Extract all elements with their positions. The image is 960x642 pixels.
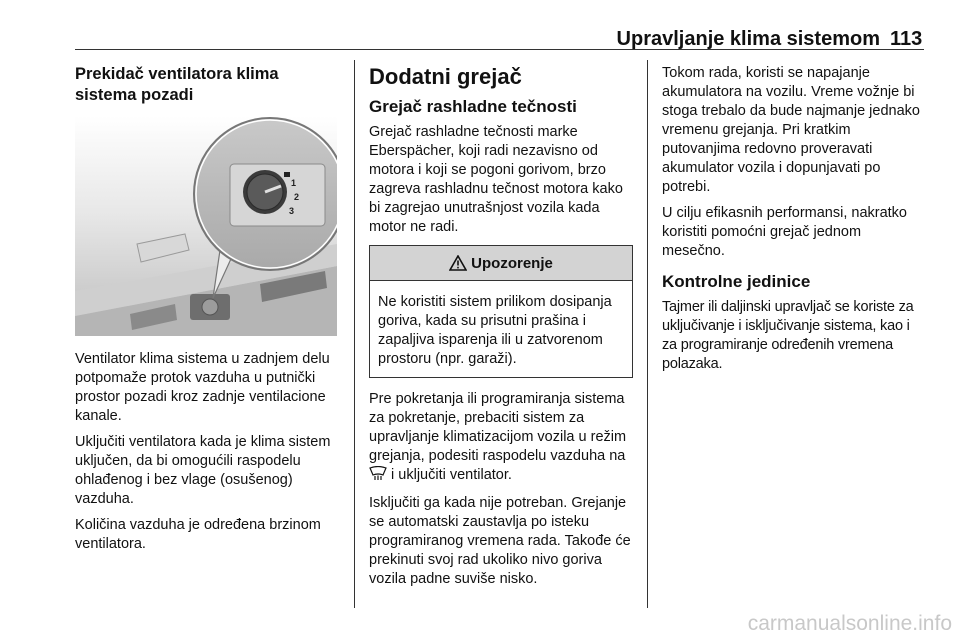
paragraph — [369, 390, 637, 487]
warning-text: Ne koristiti sistem prilikom dosipanja goriva, kada su prisutni prašina i zapaljiva isparenja ili u zatvorenom prostoru (npr. garaži). — [378, 294, 612, 367]
paragraph: Količina vazduha je određena brzinom ventilatora. — [75, 517, 321, 552]
warning-box — [369, 245, 633, 378]
subheading-coolant-heater: Grejač rashladne tečnosti — [369, 97, 577, 116]
fan-speed-label-1: 1 — [291, 178, 297, 188]
warning-triangle-icon — [449, 255, 467, 271]
column-divider-2 — [647, 60, 648, 608]
windshield-defrost-icon — [369, 466, 387, 487]
paragraph: U cilju efikasnih performansi, nakratko koristiti pomoćni grejač jednom mesečno. — [662, 205, 907, 259]
paragraph-text: i uključiti ventilator. — [387, 467, 512, 483]
column-divider-1 — [354, 60, 355, 608]
paragraph: Tokom rada, koristi se napajanje akumulatora na vozilu. Vreme vožnje bi stoga trebalo da bude najmanje jednako vremenu grejanja. Pri kratkim putovanjima redovno proveravati akumulator vozila i dopunjavati po potrebi. — [662, 65, 920, 195]
paragraph-text: Pre pokretanja ili programiranja sistema za pokretanje, prebaciti sistem za upravljanje klimatizacijom vozila u režim grejanja, podesiti raspodelu vazduha na — [369, 391, 627, 464]
paragraph: Ventilator klima sistema u zadnjem delu potpomaže protok vazduha u putnički prostor pozadi kroz zadnje ventilacione kanale. — [75, 351, 330, 424]
page-header-title: Upravljanje klima sistemom — [616, 28, 880, 50]
column-3 — [662, 64, 927, 381]
warning-title: Upozorenje — [471, 254, 553, 272]
paragraph: Tajmer ili daljinski upravljač se koriste za uključivanje i isključivanje sistema, kao i za programiranje određenih vremena polazaka. — [662, 299, 914, 372]
fan-switch-figure — [75, 116, 337, 336]
header-rule — [75, 49, 924, 50]
paragraph: Isključiti ga kada nije potreban. Grejanje se automatski zaustavlja po isteku programiranog vremena rada. Takođe će prekinuti svoj rad ukoliko nivo goriva vozila padne suviše nisko. — [369, 495, 631, 587]
section-heading-auxiliary-heater: Dodatni grejač — [369, 64, 522, 89]
column-1 — [75, 64, 343, 561]
paragraph: Uključiti ventilatora kada je klima sistem uključen, da bi omogućili raspodelu ohlađenog i bez vlage (osušenog) vazduha. — [75, 434, 331, 507]
watermark: carmanualsonline.info — [747, 612, 952, 635]
section-heading-fan-switch: Prekidač ventilatora klima sistema pozadi — [75, 65, 279, 104]
paragraph: Grejač rashladne tečnosti marke Eberspächer, koji radi nezavisno od motora i koji se pogoni gorivom, brzo zagreva rashladnu tečnost motora kako bi zagrejao unutrašnjost vozila kada motor ne radi. — [369, 124, 623, 235]
fan-speed-label-2: 2 — [294, 192, 300, 202]
fan-speed-label-3: 3 — [289, 206, 295, 216]
column-2 — [369, 64, 637, 596]
page-number: 113 — [890, 28, 923, 50]
warning-header — [370, 246, 632, 281]
section-heading-controls: Kontrolne jedinice — [662, 272, 811, 291]
